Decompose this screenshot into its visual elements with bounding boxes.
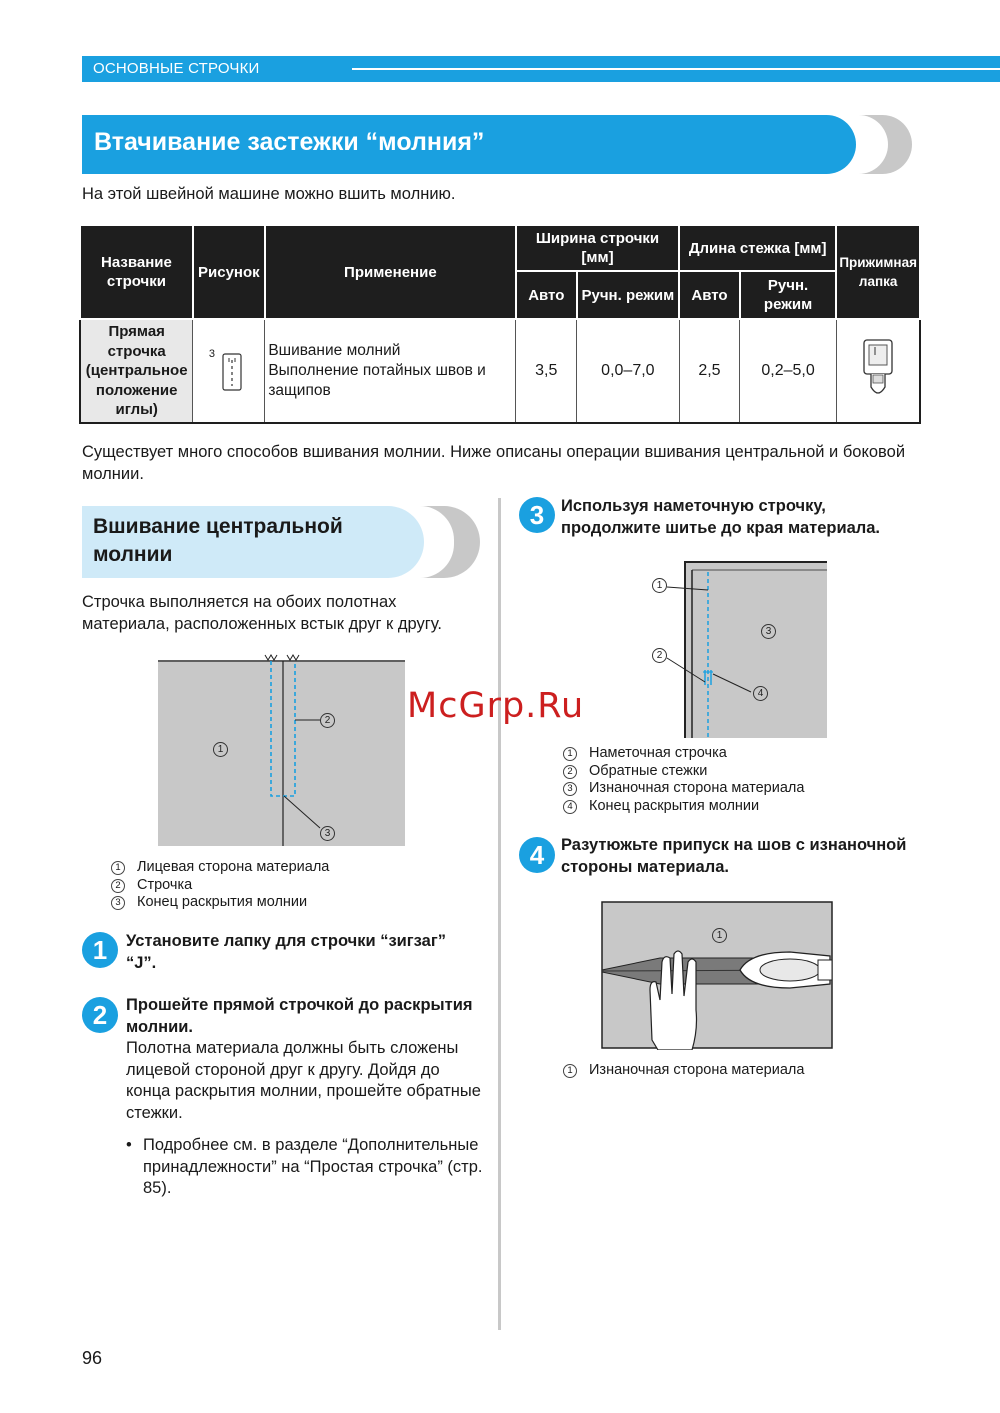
legend-item: 3 Конец раскрытия молнии — [111, 894, 471, 912]
figure-4-legend — [563, 1062, 923, 1080]
header-stitch-length: Длина стежка [мм] — [679, 225, 836, 271]
step-4-badge: 4 — [519, 837, 555, 873]
column-divider — [498, 498, 501, 1330]
width-manual-cell: 0,0–7,0 — [577, 319, 679, 423]
length-manual-cell: 0,2–5,0 — [740, 319, 836, 423]
step-4-title: Разутюжьте припуск на шов с изнаночной стороны материала. — [561, 836, 907, 876]
step-3-badge: 3 — [519, 497, 555, 533]
figure-center-zipper — [158, 652, 406, 846]
figure-basting-stitch — [645, 560, 830, 740]
presser-foot-icon — [861, 337, 895, 401]
subsection-heading-bar — [82, 506, 424, 578]
header-length-auto: Авто — [679, 271, 740, 319]
intro-paragraph-2: Существует много способов вшивания молнии. Ниже описаны операции вшивания центральной и боковой молнии. — [82, 443, 906, 483]
callout-2: 2 — [320, 713, 335, 728]
callout-1: 1 — [712, 928, 727, 943]
callout-2: 2 — [652, 648, 667, 663]
callout-3: 3 — [320, 826, 335, 841]
callout-4: 4 — [753, 686, 768, 701]
step-2-title: Прошейте прямой строчкой до раскрытия молнии. — [126, 996, 473, 1036]
subsection-description: Строчка выполняется на обоих полотнах материала, расположенных встык друг к другу. — [82, 593, 442, 633]
header-stitch-width: Ширина строчки [мм] — [516, 225, 679, 271]
bullet-dot: • — [126, 1136, 132, 1154]
length-auto-cell: 2,5 — [679, 319, 740, 423]
legend-item: 1 Изнаночная сторона материала — [563, 1062, 923, 1080]
step-1-title: Установите лапку для строчки “зигзаг” “J”. — [126, 932, 446, 972]
header-width-manual: Ручн. режим — [577, 271, 679, 319]
legend-item: 4 Конец раскрытия молнии — [563, 798, 923, 816]
section-label: ОСНОВНЫЕ СТРОЧКИ — [93, 60, 260, 77]
presser-foot-cell — [836, 319, 920, 423]
step-2-bullet — [126, 1135, 486, 1201]
intro-text: На этой швейной машине можно вшить молнию. — [82, 185, 456, 203]
application-line: Вшивание молний — [268, 342, 401, 359]
stitch-spec-table — [79, 224, 921, 424]
iron-diagram — [600, 900, 835, 1050]
header-stitch-name: Название строчки — [80, 225, 193, 319]
legend-item: 1 Лицевая сторона материала — [111, 859, 471, 877]
pattern-number: 3 — [208, 348, 215, 360]
basting-diagram — [645, 560, 830, 740]
figure-3-legend — [563, 745, 923, 815]
header-length-manual: Ручн. режим — [740, 271, 836, 319]
header-picture: Рисунок — [193, 225, 265, 319]
application-cell — [265, 319, 516, 423]
table-row — [80, 319, 920, 423]
step-2-badge: 2 — [82, 997, 118, 1033]
step-1-badge: 1 — [82, 932, 118, 968]
page-title: Втачивание застежки “молния” — [94, 128, 485, 156]
application-line: Выполнение потайных швов и защипов — [268, 362, 486, 399]
callout-3: 3 — [761, 624, 776, 639]
header-presser-foot: Прижимная лапка — [836, 225, 920, 319]
legend-item: 3 Изнаночная сторона материала — [563, 780, 923, 798]
step-3-title: Используя наметочную строчку, продолжите шитье до края материала. — [561, 497, 881, 537]
page-number: 96 — [82, 1348, 103, 1368]
legend-item: 2 Обратные стежки — [563, 763, 923, 781]
width-auto-cell: 3,5 — [516, 319, 577, 423]
watermark-text: McGrp.Ru — [407, 686, 585, 726]
figure-pressing-seam — [600, 900, 835, 1050]
stitch-picture-cell — [193, 319, 265, 423]
legend-item: 2 Строчка — [111, 877, 471, 895]
step-2-body: Полотна материала должны быть сложены лицевой стороной друг к другу. Дойдя до конца раскрытия молнии, прошейте обратные стежки. — [126, 1039, 481, 1122]
legend-item: 1 Наметочная строчка — [563, 745, 923, 763]
callout-1: 1 — [652, 578, 667, 593]
stitch-name-cell: Прямая строчка (центральное положение иглы) — [80, 319, 193, 423]
subsection-title: Вшивание центральной молнии — [93, 515, 343, 566]
header-width-auto: Авто — [516, 271, 577, 319]
straight-stitch-icon — [221, 352, 245, 392]
page-title-bar — [82, 115, 856, 174]
header-application: Применение — [265, 225, 516, 319]
bullet-text: Подробнее см. в разделе “Дополнительные принадлежности” на “Простая строчка” (стр. 85). — [143, 1136, 483, 1197]
seam-diagram — [158, 652, 406, 846]
figure-1-legend — [111, 859, 471, 912]
callout-1: 1 — [213, 742, 228, 757]
section-header-bar — [82, 56, 1000, 82]
header-rule — [352, 68, 1000, 70]
